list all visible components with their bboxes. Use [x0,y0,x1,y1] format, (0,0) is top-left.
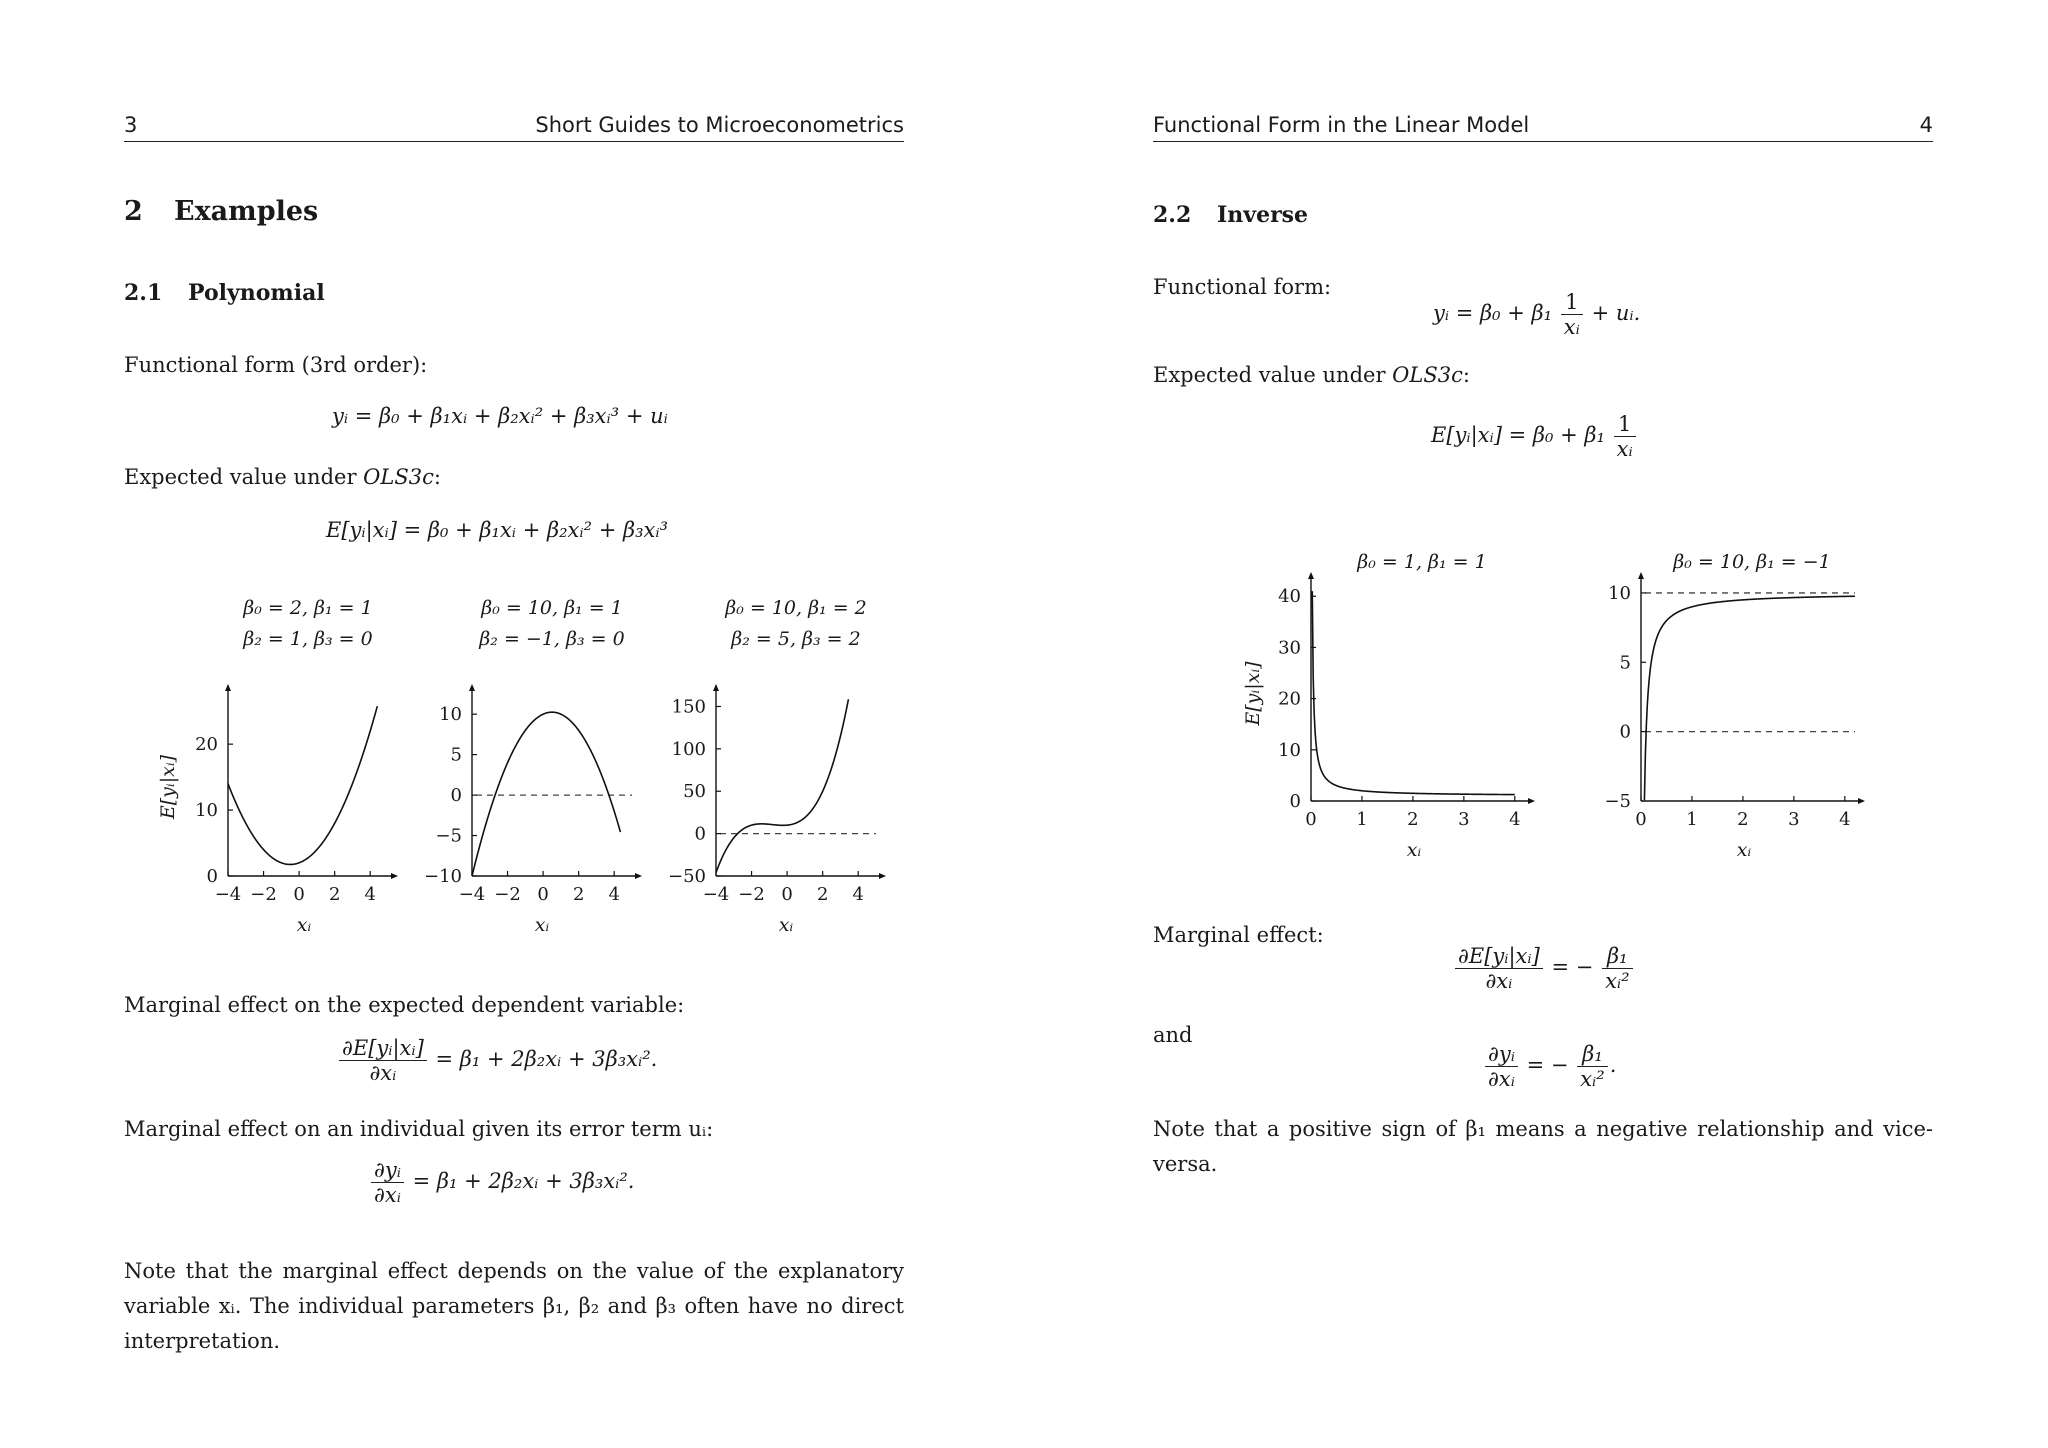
y-tick-label: 5 [1619,652,1631,674]
functional-form-label: Functional form (3rd order): [124,353,428,377]
x-axis-label: xᵢ [296,914,312,936]
x-tick-label: 2 [328,884,341,905]
x-tick-label: 1 [1686,809,1698,830]
x-axis-arrow [391,873,398,879]
rhs: + uᵢ. [1591,301,1641,325]
y-tick-label: 10 [195,800,218,822]
y-tick-label: −5 [435,825,462,847]
marginal-effect-expected-equation [1453,944,1635,993]
expected-value-label: Expected value under OLS3c: [1153,363,1470,387]
x-tick-label: 0 [1305,809,1317,830]
x-tick-label: 0 [781,884,793,905]
denominator: xᵢ² [1580,1067,1605,1091]
subsection-title: Inverse [1217,202,1309,228]
denominator: ∂xᵢ [1485,969,1513,993]
x-tick-label: −4 [702,884,730,905]
data-curve [716,699,848,872]
left-page [124,0,904,1448]
x-tick-label: 4 [1839,809,1851,830]
y-tick-label: 20 [1278,688,1301,710]
running-title: Functional Form in the Linear Model [1153,113,1530,137]
polynomial-model-equation: yᵢ = β₀ + β₁xᵢ + β₂xᵢ² + β₃xᵢ³ + uᵢ [332,404,668,428]
numerator: 1 [1614,412,1636,437]
denominator: xᵢ² [1605,969,1630,993]
subsection-number: 2.2 [1153,202,1192,228]
y-tick-label: 30 [1278,637,1301,659]
page-number: 4 [1919,113,1933,137]
y-tick-label: 40 [1278,586,1301,608]
x-axis-arrow [879,873,886,879]
lhs: yᵢ = β₀ + β₁ [1433,301,1553,325]
right-page [1153,0,1933,1448]
x-tick-label: 4 [608,884,620,905]
marginal-individual-label: Marginal effect on an individual given its error term uᵢ: [124,1117,714,1141]
equals-minus: = − [1526,1053,1569,1077]
x-axis-arrow [635,873,642,879]
x-tick-label: 1 [1356,809,1368,830]
numerator: 1 [1561,290,1583,315]
chart-subtitle: β₂ = −1, β₃ = 0 [479,628,625,650]
x-axis-label: xᵢ [1736,839,1752,861]
y-axis-label: E[yᵢ|xᵢ] [1242,661,1264,726]
chart-title: β₀ = 10, β₁ = 1 [481,597,623,619]
x-tick-label: −4 [214,884,242,905]
x-tick-label: −2 [494,884,521,905]
y-axis-label: E[yᵢ|xᵢ] [157,754,179,820]
y-tick-label: 10 [1278,739,1301,761]
x-tick-label: 0 [293,884,305,905]
section-number: 2 [124,196,143,227]
x-tick-label: 4 [852,884,864,905]
subsection-title: Polynomial [188,280,325,306]
y-tick-label: 0 [1619,721,1631,743]
data-curve [1312,591,1515,794]
x-tick-label: 0 [537,884,549,905]
numerator: β₁ [1602,944,1633,969]
marginal-effect-individual-equation [1483,1042,1616,1091]
chart-poly1 [157,597,398,936]
inverse-charts [1153,530,1933,860]
fraction [1577,1042,1608,1091]
expected-value-label: Expected value under OLS3c: [124,465,441,489]
rhs: = β₁ + 2β₂xᵢ + 3β₃xᵢ². [435,1047,658,1071]
x-tick-label: 0 [1635,809,1647,830]
x-axis-label: xᵢ [1406,839,1422,861]
note-paragraph: Note that the marginal effect depends on the value of the explanatory variable xᵢ. The individual parameters β₁, β₂ and β₃ often have no direct interpretation. [124,1259,904,1353]
note-paragraph: Note that a positive sign of β₁ means a negative relationship and vice-versa. [1153,1117,1933,1176]
y-axis-arrow [713,684,719,691]
y-tick-label: −50 [668,866,706,887]
chart-title: β₀ = 2, β₁ = 1 [243,597,373,619]
subsection-number: 2.1 [124,280,163,306]
y-axis-arrow [469,684,475,691]
numerator: ∂E[yᵢ|xᵢ] [1455,944,1543,969]
y-tick-label: 0 [1289,791,1301,812]
y-axis-arrow [225,684,231,691]
data-curve [1644,596,1855,800]
subsection-heading [124,280,325,306]
rhs: = β₁ + 2β₂xᵢ + 3β₃xᵢ². [412,1169,635,1193]
functional-form-label: Functional form: [1153,275,1332,299]
x-tick-label: 2 [572,884,585,905]
and-label: and [1153,1023,1193,1047]
y-tick-label: 150 [671,696,706,718]
fraction [339,1036,427,1085]
numerator: ∂yᵢ [1485,1042,1518,1067]
running-title: Short Guides to Microeconometrics [535,113,904,137]
denominator: ∂xᵢ [369,1061,397,1085]
y-tick-label: 10 [439,704,462,726]
running-header-left [124,113,904,142]
y-tick-label: 0 [450,785,462,807]
chart-poly3 [668,597,886,936]
chart-title: β₀ = 1, β₁ = 1 [1357,551,1487,573]
numerator: ∂yᵢ [371,1158,404,1183]
x-tick-label: 2 [1407,809,1419,830]
lhs: E[yᵢ|xᵢ] = β₀ + β₁ [1431,423,1605,447]
running-header-right [1153,113,1933,142]
data-curve [472,712,620,876]
chart-inv1 [1242,551,1535,861]
marginal-effect-individual-equation [369,1158,634,1207]
x-tick-label: 4 [364,884,376,905]
section-title: Examples [174,196,319,227]
x-tick-label: 3 [1788,809,1800,830]
chart-subtitle: β₂ = 5, β₃ = 2 [731,628,861,650]
expected-value-prefix: Expected value under [124,465,364,489]
x-tick-label: −4 [458,884,486,905]
y-tick-label: 0 [694,823,706,845]
chart-title: β₀ = 10, β₁ = −1 [1673,551,1831,573]
equals-minus: = − [1551,955,1594,979]
fraction [371,1158,404,1207]
y-tick-label: −5 [1604,791,1631,812]
chart-subtitle: β₂ = 1, β₃ = 0 [243,628,373,650]
x-axis-arrow [1858,798,1865,804]
x-tick-label: 4 [1509,809,1521,830]
chart-poly2 [424,597,642,936]
expected-value-prefix: Expected value under [1153,363,1393,387]
marginal-expected-label: Marginal effect on the expected dependent variable: [124,993,685,1017]
period: . [1609,1053,1617,1077]
denominator: xᵢ [1616,437,1633,461]
fraction [1455,944,1543,993]
y-tick-label: 0 [206,866,218,887]
marginal-effect-expected-equation [337,1036,657,1085]
y-tick-label: 5 [450,744,462,766]
denominator: xᵢ [1563,315,1580,339]
y-axis-arrow [1308,572,1314,579]
page-number: 3 [124,113,138,137]
x-axis-label: xᵢ [534,914,550,936]
chart-inv2 [1604,551,1865,861]
x-tick-label: 2 [1737,809,1749,830]
fraction [1602,944,1633,993]
inverse-expectation-equation [1431,412,1638,461]
polynomial-expectation-equation: E[yᵢ|xᵢ] = β₀ + β₁xᵢ + β₂xᵢ² + β₃xᵢ³ [326,518,669,542]
chart-title: β₀ = 10, β₁ = 2 [725,597,867,619]
assumption-name: OLS3c [363,465,434,489]
numerator: ∂E[yᵢ|xᵢ] [339,1036,427,1061]
subsection-heading [1153,202,1308,228]
y-tick-label: −10 [424,866,462,887]
y-axis-arrow [1638,572,1644,579]
inverse-model-equation [1433,290,1640,339]
numerator: β₁ [1577,1042,1608,1067]
fraction [1485,1042,1518,1091]
x-tick-label: 3 [1458,809,1470,830]
polynomial-charts [124,597,904,940]
section-heading [124,196,318,227]
denominator: ∂xᵢ [374,1183,401,1207]
x-axis-label: xᵢ [778,914,794,936]
data-curve [228,706,377,864]
assumption-name: OLS3c [1392,363,1463,387]
y-tick-label: 20 [195,734,218,756]
x-axis-arrow [1528,798,1535,804]
x-tick-label: −2 [738,884,765,905]
marginal-label: Marginal effect: [1153,923,1324,947]
y-tick-label: 10 [1608,582,1631,604]
denominator: ∂xᵢ [1488,1067,1515,1091]
x-tick-label: 2 [816,884,829,905]
x-tick-label: −2 [250,884,277,905]
fraction [1614,412,1636,461]
fraction [1561,290,1583,339]
y-tick-label: 50 [683,781,706,803]
y-tick-label: 100 [671,738,706,760]
